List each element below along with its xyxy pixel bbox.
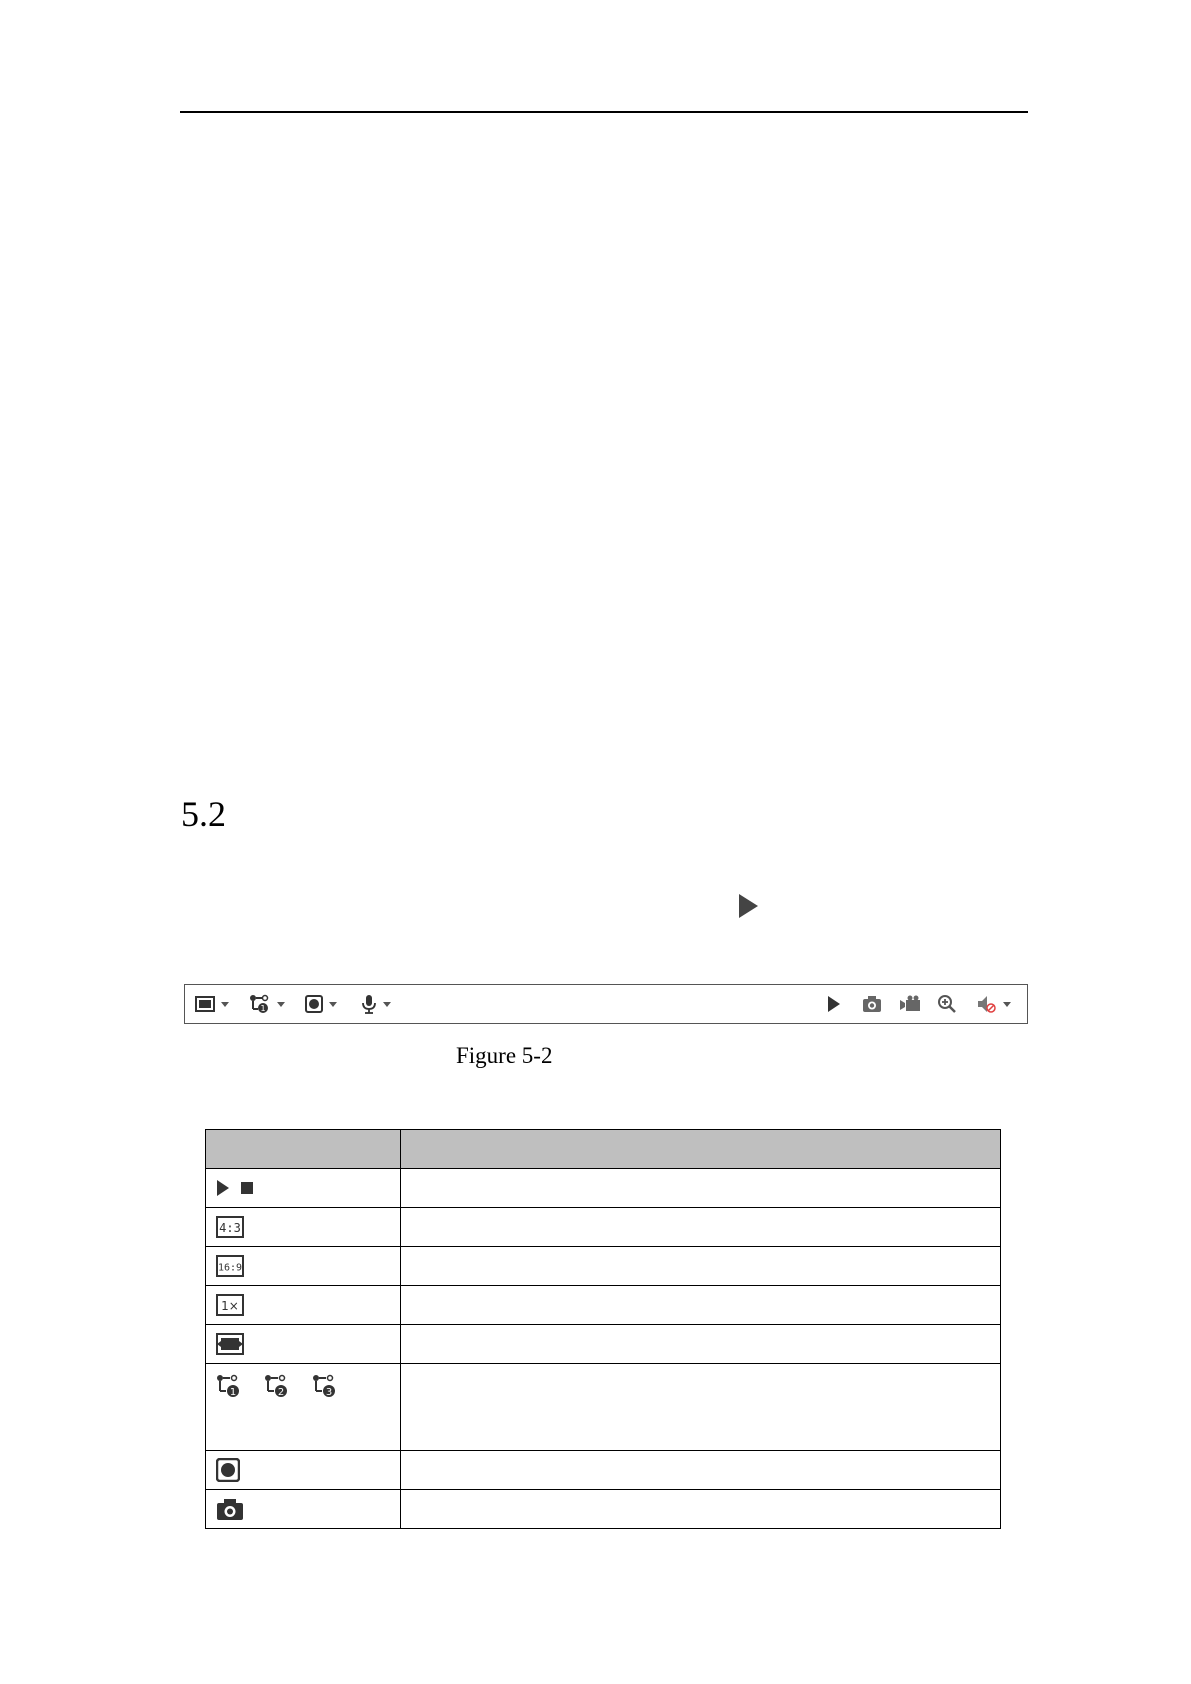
- table-row: [206, 1247, 1001, 1286]
- stream-select-button[interactable]: [249, 985, 285, 1023]
- table-row: [206, 1325, 1001, 1364]
- ratio-16-9-icon: [216, 1255, 244, 1277]
- table-row: [206, 1286, 1001, 1325]
- play-icon: [827, 995, 841, 1013]
- table-icon-cell: [206, 1364, 401, 1451]
- sub-stream-icon: [264, 1374, 290, 1398]
- original-size-icon: [216, 1294, 244, 1316]
- plugin-button[interactable]: [305, 985, 337, 1023]
- plugin-icon: [305, 995, 323, 1013]
- table-header-row: [206, 1130, 1001, 1169]
- table-header-cell: [206, 1130, 401, 1169]
- table-desc-cell: [401, 1325, 1001, 1364]
- header-rule: [180, 111, 1028, 113]
- table-row: [206, 1451, 1001, 1490]
- table-header-cell: [401, 1130, 1001, 1169]
- digital-zoom-button[interactable]: [937, 985, 957, 1023]
- svg-text:2: 2: [277, 1387, 285, 1398]
- ratio-label: 16:9: [217, 1262, 243, 1274]
- table-desc-cell: [401, 1208, 1001, 1247]
- auto-fit-icon: [216, 1333, 244, 1355]
- table-icon-cell: [206, 1451, 401, 1490]
- play-icon: [216, 1179, 230, 1197]
- figure-caption: Figure 5-2: [456, 1043, 553, 1068]
- chevron-down-icon: [277, 1002, 285, 1007]
- window-ratio-button[interactable]: [195, 985, 229, 1023]
- live-view-toolbar: [184, 984, 1028, 1024]
- table-row: [206, 1169, 1001, 1208]
- window-ratio-icon: [195, 996, 215, 1012]
- speaker-muted-icon: [977, 994, 997, 1014]
- chevron-down-icon: [329, 1002, 337, 1007]
- chevron-down-icon: [221, 1002, 229, 1007]
- stop-icon: [240, 1181, 254, 1195]
- ratio-4-3-icon: [216, 1216, 244, 1238]
- record-button[interactable]: [899, 985, 921, 1023]
- section-number: 5.2: [181, 794, 226, 834]
- table-desc-cell: [401, 1364, 1001, 1451]
- table-icon-cell: [206, 1208, 401, 1247]
- table-icon-cell: [206, 1286, 401, 1325]
- table-desc-cell: [401, 1286, 1001, 1325]
- microphone-icon: [361, 994, 377, 1014]
- third-stream-icon: [312, 1374, 338, 1398]
- plugin-icon: [216, 1458, 240, 1482]
- stream-select-icon: [249, 994, 271, 1014]
- table-icon-cell: [206, 1325, 401, 1364]
- ratio-label: 4:3: [219, 1221, 241, 1235]
- table-row: [206, 1490, 1001, 1529]
- table-icon-cell: [206, 1169, 401, 1208]
- play-icon: [737, 893, 759, 919]
- camera-icon: [216, 1497, 244, 1521]
- table-row: [206, 1364, 1001, 1451]
- audio-button[interactable]: [977, 985, 1011, 1023]
- capture-button[interactable]: [862, 985, 882, 1023]
- icon-description-table: [205, 1129, 1001, 1529]
- table-desc-cell: [401, 1169, 1001, 1208]
- microphone-button[interactable]: [361, 985, 391, 1023]
- main-stream-icon: [216, 1374, 242, 1398]
- table-desc-cell: [401, 1451, 1001, 1490]
- table-row: [206, 1208, 1001, 1247]
- play-button[interactable]: [827, 985, 841, 1023]
- camera-icon: [862, 995, 882, 1013]
- svg-text:1: 1: [229, 1387, 237, 1398]
- ratio-label: 1×: [221, 1299, 239, 1313]
- chevron-down-icon: [1003, 1002, 1011, 1007]
- svg-text:3: 3: [325, 1387, 333, 1398]
- svg-text:1: 1: [260, 1004, 266, 1013]
- video-record-icon: [899, 995, 921, 1013]
- table-icon-cell: [206, 1490, 401, 1529]
- table-icon-cell: [206, 1247, 401, 1286]
- table-desc-cell: [401, 1247, 1001, 1286]
- chevron-down-icon: [383, 1002, 391, 1007]
- zoom-in-icon: [937, 994, 957, 1014]
- table-desc-cell: [401, 1490, 1001, 1529]
